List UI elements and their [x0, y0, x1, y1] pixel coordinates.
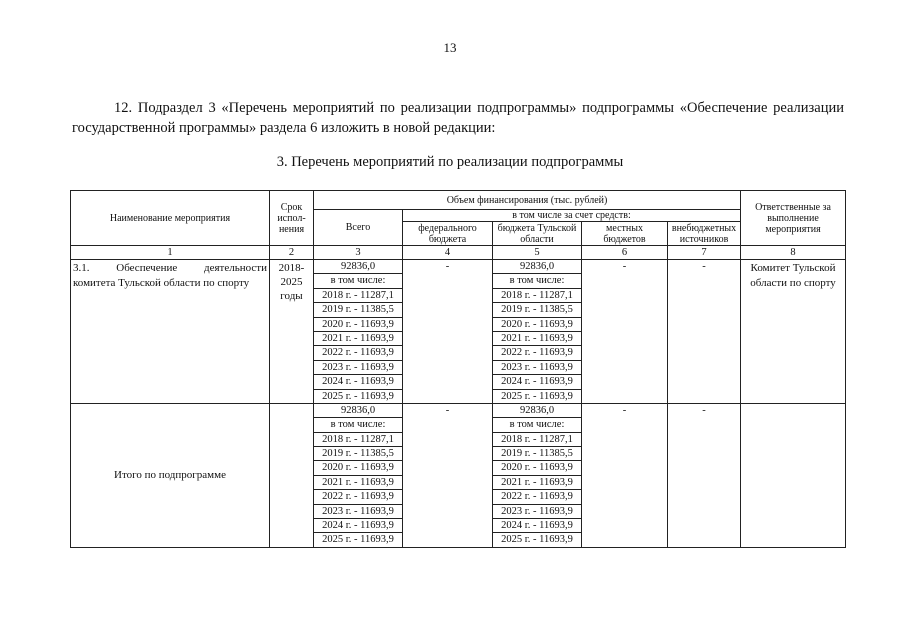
regional-value: 2023 г. - 11693,9: [493, 504, 581, 518]
responsible-cell: Комитет Тульской области по спорту: [741, 260, 846, 404]
intro-paragraph: 12. Подраздел 3 «Перечень мероприятий по реализации подпрограммы» подпрограммы «Обеспечение реализации государственной программы» раздела 6 изложить в новой редакции:: [72, 100, 844, 136]
column-number: 4: [403, 246, 493, 260]
regional-value: 2024 г. - 11693,9: [493, 518, 581, 532]
regional-value: 2019 г. - 11385,5: [493, 446, 581, 460]
regional-value: 2024 г. - 11693,9: [493, 374, 581, 388]
total-value: 92836,0: [340, 404, 376, 416]
regional-value: 2019 г. - 11385,5: [493, 302, 581, 316]
federal-cell: -: [403, 260, 493, 404]
header-term: Срок испол-нения: [270, 191, 314, 246]
page-number: 13: [443, 40, 457, 55]
header-local: местных бюджетов: [582, 222, 668, 246]
regional-value: в том числе:: [493, 417, 581, 431]
total-value: 2025 г. - 11693,9: [314, 389, 402, 403]
activity-name-line: 3.1. Обеспечение деятельности: [73, 262, 267, 274]
column-number: 6: [582, 246, 668, 260]
total-cell: [314, 403, 403, 547]
header-funding: Объем финансирования (тыс. рублей): [314, 191, 741, 210]
total-value: 2025 г. - 11693,9: [314, 532, 402, 546]
regional-value: 2020 г. - 11693,9: [493, 460, 581, 474]
regional-value: 2021 г. - 11693,9: [493, 475, 581, 489]
regional-value: 2021 г. - 11693,9: [493, 331, 581, 345]
column-number: 5: [493, 246, 582, 260]
total-value: 2023 г. - 11693,9: [314, 360, 402, 374]
local-cell: -: [582, 403, 668, 547]
header-total: Всего: [314, 210, 403, 246]
header-extrabudget: внебюджетных источников: [668, 222, 741, 246]
total-value: 2021 г. - 11693,9: [314, 331, 402, 345]
extrabudget-cell: -: [668, 403, 741, 547]
local-cell: -: [582, 260, 668, 404]
responsible-cell: [741, 403, 846, 547]
total-value: в том числе:: [314, 417, 402, 431]
regional-cell: [493, 403, 582, 547]
activity-name-line: комитета Тульской области по спорту: [73, 277, 250, 289]
header-federal: федерального бюджета: [403, 222, 493, 246]
section-title: 3. Перечень мероприятий по реализации подпрограммы: [276, 154, 624, 170]
column-number: 3: [314, 246, 403, 260]
regional-value: 92836,0: [519, 261, 555, 272]
column-number: 2: [270, 246, 314, 260]
regional-value: 2020 г. - 11693,9: [493, 317, 581, 331]
term-cell: [270, 403, 314, 547]
header-responsible: Ответственные за выполнение мероприятия: [741, 191, 846, 246]
activity-name-cell: [71, 260, 270, 404]
regional-value: 2018 г. - 11287,1: [493, 288, 581, 302]
total-value: в том числе:: [314, 273, 402, 287]
total-value: 2019 г. - 11385,5: [314, 302, 402, 316]
total-value: 2020 г. - 11693,9: [314, 317, 402, 331]
regional-value: 2022 г. - 11693,9: [493, 489, 581, 503]
regional-value: 2025 г. - 11693,9: [493, 532, 581, 546]
extrabudget-cell: -: [668, 260, 741, 404]
regional-cell: [493, 260, 582, 404]
regional-value: в том числе:: [493, 273, 581, 287]
total-value: 2019 г. - 11385,5: [314, 446, 402, 460]
total-value: 2024 г. - 11693,9: [314, 374, 402, 388]
column-number: 7: [668, 246, 741, 260]
total-value: 2018 г. - 11287,1: [314, 432, 402, 446]
total-value: 2024 г. - 11693,9: [314, 518, 402, 532]
header-regional: бюджета Тульской области: [493, 222, 582, 246]
regional-value: 2022 г. - 11693,9: [493, 345, 581, 359]
column-number: 8: [741, 246, 846, 260]
total-value: 2021 г. - 11693,9: [314, 475, 402, 489]
total-value: 2023 г. - 11693,9: [314, 504, 402, 518]
column-number: 1: [71, 246, 270, 260]
total-value: 2020 г. - 11693,9: [314, 460, 402, 474]
regional-value: 2018 г. - 11287,1: [493, 432, 581, 446]
total-value: 2022 г. - 11693,9: [314, 345, 402, 359]
regional-value: 2023 г. - 11693,9: [493, 360, 581, 374]
federal-cell: -: [403, 403, 493, 547]
header-including: в том числе за счет средств:: [403, 210, 741, 222]
total-value: 2022 г. - 11693,9: [314, 489, 402, 503]
regional-value: 2025 г. - 11693,9: [493, 389, 581, 403]
table-row: [71, 403, 846, 547]
regional-value: 92836,0: [519, 404, 555, 416]
term-cell: 2018-2025 годы: [270, 260, 314, 404]
activities-table: [70, 190, 846, 548]
total-value: 92836,0: [340, 261, 376, 272]
total-row-label: Итого по подпрограмме: [71, 403, 270, 547]
total-value: 2018 г. - 11287,1: [314, 288, 402, 302]
table-row: [71, 260, 846, 404]
header-name: Наименование мероприятия: [71, 191, 270, 246]
total-cell: [314, 260, 403, 404]
